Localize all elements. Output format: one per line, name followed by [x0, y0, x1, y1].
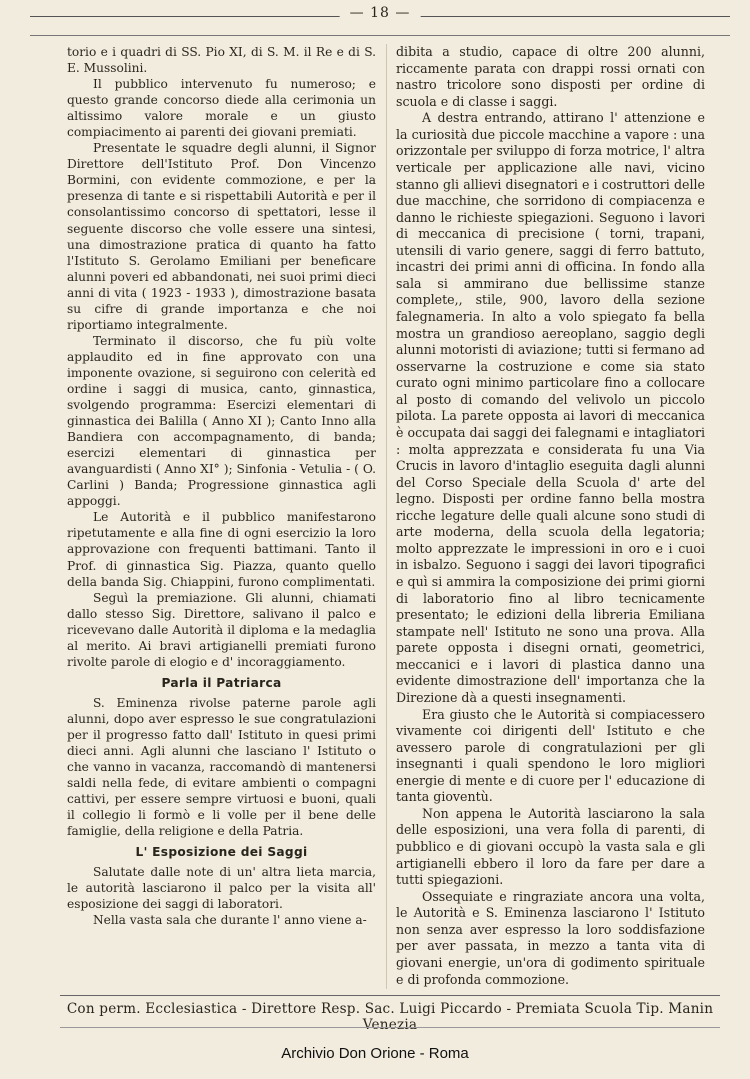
paragraph: Il pubblico intervenuto fu numeroso; e questo grande concorso diede alla cerimonia un altissimo valore morale e un giusto compiacimento ai parenti dei giovani premiati.: [67, 77, 376, 140]
right-column: [396, 44, 705, 988]
page-number: — 18 —: [340, 5, 421, 21]
footer-imprint: Con perm. Ecclesiastica - Direttore Resp. Sac. Luigi Piccardo - Premiata Scuola Tip. Manin Venezia: [66, 1001, 714, 1033]
page-header: [30, 5, 730, 29]
paragraph: Non appena le Autorità lasciarono la sala delle esposizioni, una vera folla di parenti, di pubblico e di giovani occupò la vasta sala e gli artigianelli ebbero il loro da fare per dare a tutti spiegazioni.: [396, 805, 705, 888]
paragraph: Nella vasta sala che durante l' anno viene a-: [93, 913, 367, 928]
footer-rule: [60, 995, 720, 996]
paragraph: Presentate le squadre degli alunni, il Signor Direttore dell'Istituto Prof. Don Vincenzo Bormini, con evidente commozione, e per la presenza di tante e si rispettabili Autorità e per il consolantissimo concorso di spettatori, lesse il seguente discorso che volle essere una sintesi, una dimostrazione pratica di quanto ha fatto l'Istituto S. Gerolamo Emiliani per beneficare alunni poveri ed abbandonati, nei suoi primi dieci anni di vita ( 1923 - 1933 ), dimostrazione basata su cifre di grande importanza e che noi riportiamo integralmente.: [67, 141, 376, 332]
paragraph: torio e i quadri di SS. Pio XI, di S. M. il Re e di S. E. Mussolini.: [67, 45, 376, 76]
paragraph: Salutate dalle note di un' altra lieta marcia, le autorità lasciarono il palco per la visita all' esposizione dei saggi di laboratori.: [67, 865, 376, 912]
section-heading: Parla il Patriarca: [161, 675, 282, 690]
left-column: [67, 44, 376, 929]
paragraph: Le Autorità e il pubblico manifestarono ripetutamente e alla fine di ogni esercizio la loro approvazione con frequenti battimani. Tanto il Prof. di ginnastica Sig. Piazza, quanto quello della banda Sig. Chiappini, furono complimentati.: [67, 510, 376, 589]
footer-rule-lower: [60, 1027, 720, 1028]
column-divider: [386, 44, 387, 989]
paragraph: A destra entrando, attirano l' attenzione e la curiosità due piccole macchine a vapore : una orizzontale per sviluppo di forza motrice, l' altra verticale per applicazione alle navi, vicino stanno gli allievi disegnatori e i costruttori delle due macchine, che sorridono di compiacenza e danno le richieste spiegazioni. Seguono i lavori di meccanica di precisione ( torni, trapani, utensili di vario genere, saggi di ferro battuto, incastri dei primi anni di officina. In fondo alla sala si ammirano due bellissime stanze complete,, stile, 900, lavoro della sezione falegnameria. In alto a volo spiegato fa bella mostra un grandioso aereoplano, saggio degli alunni motoristi di aviazione; tutti si fermano ad osservarne la costruzione e come sia stato curato ogni minimo particolare fino a collocare al posto di comando del velivolo un piccolo pilota. La parete opposta ai lavori di meccanica è occupata dai saggi dei falegnami e intagliatori : molta apprezzata e considerata fu una Via Crucis in lavoro d'intaglio eseguita dagli alunni del Corso Speciale della Scuola d' arte del legno. Disposti per ordine fanno bella mostra ricche legature delle quali alcune sono studi di arte moderna, della scuola della legatoria; molto apprezzate le impressioni in oro e i cuoi in isbalzo. Seguono i saggi dei lavori tipografici e quì si ammira la composizione dei primi giorni di laboratorio fino al libro tecnicamente presentato; le edizioni della libreria Emiliana stampate nell' Istituto ne sono una prova. Alla parete opposta i disegni ornati, geometrici, meccanici e i lavori di plastica danno una evidente dimostrazione dell' importanza che la Direzione dà a questi insegnamenti.: [396, 110, 705, 705]
header-rule-lower: [30, 35, 730, 36]
paragraph: Ossequiate e ringraziate ancora una volta, le Autorità e S. Eminenza lasciarono l' Istituto non senza aver espresso la loro soddisfazione per aver passata, in mezzo a tanta vita di giovani energie, un'ora di godimento spirituale e di profonda commozione.: [396, 888, 705, 987]
paragraph: dibita a studio, capace di oltre 200 alunni, riccamente parata con drappi rossi ornati con nastro tricolore sono disposti per ordine di scuola e di classe i saggi.: [396, 44, 705, 109]
paragraph: Terminato il discorso, che fu più volte applaudito ed in fine approvato con una imponente ovazione, si seguirono con celerità ed ordine i saggi di musica, canto, ginnastica, svolgendo programma: Esercizi elementari di ginnastica dei Balilla ( Anno XI ); Canto Inno alla Bandiera con accompagnamento, di banda; esercizi elementari di ginnastica per avanguardisti ( Anno XI° ); Sinfonia - Vetulia - ( O. Carlini ) Banda; Progressione ginnastica agli appoggi.: [67, 333, 376, 509]
paragraph: Seguì la premiazione. Gli alunni, chiamati dallo stesso Sig. Direttore, salivano il palco e ricevevano dalle Autorità il diploma e la medaglia al merito. Ai bravi artigianelli premiati furono rivolte parole di elogio e d' incoraggiamento.: [67, 590, 376, 669]
section-heading: L' Esposizione dei Saggi: [135, 845, 308, 860]
paragraph: S. Eminenza rivolse paterne parole agli alunni, dopo aver espresso le sue congratulazioni per il progresso fatto dall' Istituto in quesi primi dieci anni. Agli alunni che lasciano l' Istituto o che vanno in vacanza, raccomandò di mantenersi saldi nella fede, di evitare ambienti o compagni cattivi, per essere sempre virtuosi e buoni, quali il collegio li formò e li volle per il bene delle famiglie, della religione e della Patria.: [67, 695, 376, 839]
archive-watermark: Archivio Don Orione - Roma: [281, 1045, 469, 1062]
paragraph: Era giusto che le Autorità si compiacessero vivamente coi dirigenti dell' Istituto e che avessero parole di congratulazioni per gli insegnanti i quali spendono le loro migliori energie di mente e di cuore per l' educazione di tanta gioventù.: [396, 706, 705, 805]
